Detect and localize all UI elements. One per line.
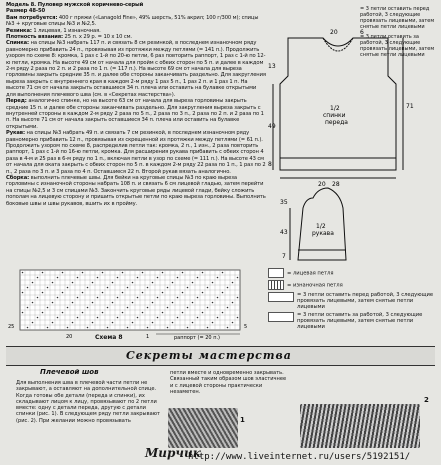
cable-front-symbol bbox=[268, 292, 294, 302]
dim-top: 20 bbox=[330, 29, 338, 36]
dim-28: 28 bbox=[332, 181, 340, 188]
dim-rib: 8 bbox=[268, 161, 272, 168]
source-url[interactable]: http://www.liveinternet.ru/users/5192151/ bbox=[188, 452, 411, 462]
rapport-label: раппорт (= 20 п.) bbox=[174, 335, 221, 341]
dim-sleeve-rib: 7 bbox=[282, 253, 286, 260]
seam-illustration-2 bbox=[300, 404, 420, 448]
purl-symbol bbox=[268, 280, 284, 290]
seam-illustration-1 bbox=[168, 408, 238, 448]
cable-back-symbol bbox=[268, 312, 294, 322]
secrets-title: Секреты мастерства bbox=[126, 349, 292, 362]
seam-title: Плечевой шов bbox=[40, 368, 99, 376]
svg-text:спинки: спинки bbox=[323, 112, 346, 119]
legend bbox=[268, 268, 438, 330]
legend-cable-back: = 3 петли оставить за работой, 3 следующие провязать лицевыми, затем снятые петли лицевыми bbox=[268, 312, 438, 330]
secrets-header bbox=[6, 346, 435, 366]
dim-sleeve-height: 43 bbox=[280, 229, 288, 236]
sleeve-label: 1/2 bbox=[316, 223, 326, 230]
dim-sleeve-top: 35 bbox=[280, 199, 288, 206]
site-logo: Мирчик bbox=[145, 446, 201, 460]
svg-text:рукава: рукава bbox=[312, 230, 334, 237]
fig-label-2: 2 bbox=[424, 396, 429, 404]
chart-right-num: 5 bbox=[244, 324, 248, 330]
dim-height-49: 49 bbox=[268, 123, 276, 130]
cable-note-front: = 3 петли оставить перед работой, 3 следующие провязать лицевыми, затем снятые петли лицевыми bbox=[360, 6, 435, 30]
svg-text:переда: переда bbox=[325, 119, 348, 126]
chart-bottom-num2: 1 bbox=[146, 334, 150, 340]
legend-purl: = изнаночная петля bbox=[268, 280, 438, 290]
chart-bottom-num: 20 bbox=[66, 334, 73, 340]
fig-label-1: 1 bbox=[240, 416, 245, 424]
legend-knit: = лицевая петля bbox=[268, 268, 438, 278]
dim-armhole: 13 bbox=[268, 63, 276, 70]
half-back-label: 1/2 bbox=[330, 105, 340, 112]
seam-text-col1: Для выполнения шва в плечевой части петли не закрывают, а оставляют на дополнительной спице. Когда готовы обе детали (переда и спинки), их складывают лицом к лицу, провязывают по 2 петли вместе: одну с детали переда, другую с детали спинки (рис. 1). В следующем ряду петли закрывают (рис. 2). При желании можно провязывать bbox=[16, 380, 160, 424]
seam-text-col2: петли вместе и одновременно закрывать. Связанный таким образом шов эластичнее и с лицевой стороны практически незаметен. bbox=[170, 370, 287, 395]
dim-6: 6 bbox=[360, 29, 364, 36]
legend-cable-front: = 3 петли оставить перед работой, 3 следующие провязать лицевыми, затем снятые петли лицевыми bbox=[268, 292, 438, 310]
dim-back-height: 71 bbox=[406, 103, 414, 110]
dim-sleeve-width: 20 bbox=[318, 181, 326, 188]
knitting-chart bbox=[6, 268, 256, 346]
chart-caption: Схема 8 bbox=[95, 334, 123, 341]
model-title: Модель 8. Пуловер мужской коричнево-серый bbox=[6, 2, 144, 8]
size-label: Размер 48-50 bbox=[6, 8, 45, 15]
instructions-text: Модель 8. Пуловер мужской коричнево-серый Размер 48-50 Вам потребуется: 400 г пряжи («Lanagold Fine», 49% шерсть, 51% акрил; 100 г/300 м); спицы №3 + круговые спицы №3 и №2,5. Резинка: 1 лицевая, 1 изнаночная. Плотность вязания: 25 п. x 29 р. = 10 x 10 см. Спинка: на спицы №3 набрать 117 п. и связать 8 см резинкой, в последнем изнаночном ряду равномерно прибавить 24 п., провязывая из протяжки между петлями (= 141 п.). Продолжить узором по схеме 8: кромка, 1 раз с 1-й по 20-ю петли, 6 раз повторить раппорт, 1 раз с 1-й по 12-ю петли, кромка. На высоте 49 см от начала для пройм с обеих сторон по 5 п. и далее в каждом 2-м ряду 2 раза по 2 п. и 2 раза по 1 п. (= 117 п.). На высоте 69 см от начала для выреза горловины закрыть средние 35 п. и далее обе стороны заканчивать раздельно. Для закругления выреза закрыть с внутреннего края в каждом 2-м ряду 1 раз 5 п., 1 раз 2 п. и 1 раз 1 п. На высоте 71 см от начала закрыть оставшиеся 34 п. плеча или оставить на булавке открытыми для выполнения плечевого шва (см. в «Секретах мастерства»). Перед: аналогично спинке, но на высоте 63 см от начала для выреза горловины закрыть средние 15 п. и далее обе стороны заканчивать раздельно. Для закругления выреза закрыть с внутренней стороны в каждом 2-м ряду 2 раза по 5 п., 2 раза по 3 п., 2 раза по 2 п. и 2 раза по 1 п. На высоте 71 см от начала закрыть оставшиеся 34 п. плеча или оставить на булавке открытыми. Рукав: на спицы №3 набрать 49 п. и связать 7 см резинкой, в последнем изнаночном ряду равномерно прибавить 12 п., провязывая из скрещенной из протяжки между петлями (= 61 п.). Продолжить узором по схеме 8, распределив петли так: кромка, 2 п., 1 изн., 2 раза повторить раппорт, 1 раз с 1-й по 16-ю петли, кромка. Для расширения рукава прибавить с обеих сторон 4 раза в 4-м и 25 раз в 6-м ряду по 1 п., включая петли в узор по схеме (= 111 п.). На высоте 43 см от начала для оката закрыть с обеих сторон по 5 п. в каждом 2-м ряду 22 раза по 1 п., 1 раз по 2 п., 2 раза по 3 п. и 3 раза по 4 п. Оставшиеся 22 п. Второй рукав вязать аналогично. Сборка: выполнить плечевые швы. Для бейки на круговые спицы №3 по краю выреза горловины с изнаночной стороны набрать 108 п. и связать 6 см лицевой гладью, затем перейти на спицы №2,5 и 3 см спицами №3. Закончить круговые ряды лицевой глади, бейку сложить пополам на лицевую сторону и пришить открытые петли по краю выреза горловины. Выполнить боковые швы и швы рукавов, вшить их в пройму. bbox=[6, 2, 266, 207]
cable-note-back: = 3 петли оставить за работой, 3 следующие провязать лицевыми, затем снятые петли лицевыми bbox=[360, 34, 435, 58]
chart-left-num: 25 bbox=[8, 324, 15, 330]
knit-symbol bbox=[268, 268, 284, 278]
pattern-diagram bbox=[268, 28, 441, 264]
